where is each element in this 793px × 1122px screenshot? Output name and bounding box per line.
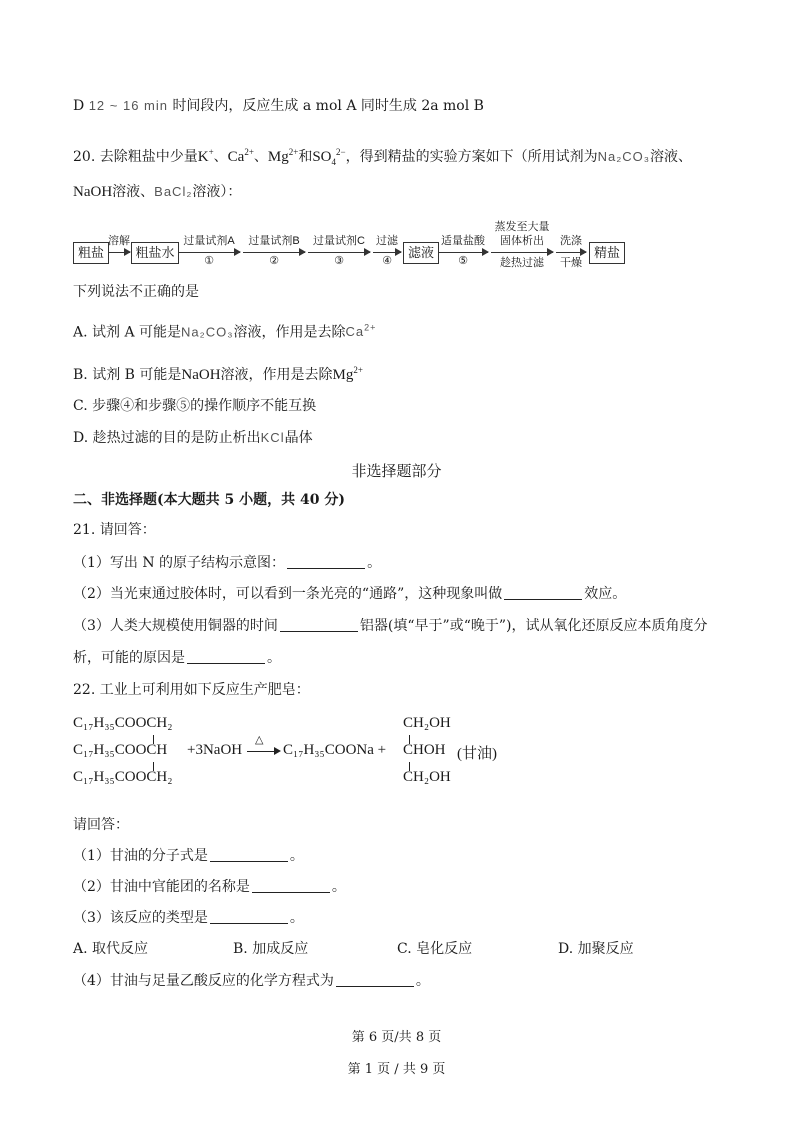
label-dissolve: 溶解 — [108, 235, 130, 247]
label-step1: 过量试剂A — [183, 235, 235, 247]
ester-row1: C₁₇H₃₅COOCH₂ — [73, 715, 173, 731]
reagent: NaOH — [181, 367, 221, 383]
ion-mg: $Mg^{2+}$ — [267, 147, 299, 165]
option-text: 时间段内，反应生成 a mol A 同时生成 2a mol B — [172, 98, 484, 114]
glycerol-row1: CH₂OH — [403, 715, 451, 731]
q22-prompt: 请回答： — [73, 817, 129, 833]
ion-ca: $Ca^{2+}$ — [227, 147, 254, 165]
q21-sub3: （3）人类大规模使用铜器的时间 铝器(填“早于”或“晚于”)，试从氧化还原反应本质角度分 — [73, 618, 708, 634]
label-step6-line1: 蒸发至大量 — [494, 221, 550, 233]
arrow-step5 — [438, 252, 488, 253]
box-brine: 粗盐水 — [131, 242, 179, 264]
ester-row3: C₁₇H₃₅COOCH₂ — [73, 769, 173, 785]
part2-title: 二、非选择题(本大题共 5 小题，共 40 分) — [73, 492, 345, 508]
q19-option-d — [73, 96, 484, 116]
answer-blank[interactable] — [336, 972, 414, 987]
purification-flowchart — [73, 221, 633, 269]
q22-options — [73, 938, 673, 958]
answer-blank[interactable] — [504, 585, 582, 600]
box-filtrate: 滤液 — [403, 242, 439, 264]
q21-sub1: （1）写出 N 的原子结构示意图： 。 — [73, 555, 382, 571]
label-step7-bottom: 干燥 — [560, 257, 582, 269]
arrow-dissolve — [108, 252, 130, 253]
q22-option-d[interactable]: D. 加聚反应 — [558, 941, 634, 957]
q22-option-b[interactable]: B. 加成反应 — [233, 941, 309, 957]
arrow-step7 — [556, 252, 586, 253]
q22-option-a[interactable]: A. 取代反应 — [73, 941, 149, 957]
label-step3: 过量试剂C — [313, 235, 365, 247]
answer-blank[interactable] — [280, 617, 358, 632]
ion: $Ca^{2+}$ — [345, 323, 377, 340]
label-step3-num: ③ — [334, 255, 344, 267]
q22-stem: 22. 工业上可利用如下反应生产肥皂： — [73, 682, 310, 698]
reagent-na2co3: Na₂CO₃ — [597, 149, 651, 164]
ion: $Mg^{2+}$ — [332, 365, 363, 383]
salt: KCl — [260, 430, 285, 445]
box-crude-salt: 粗盐 — [73, 242, 109, 264]
reagent: Na₂CO₃ — [181, 324, 234, 340]
q20-stem-line1: 20. 去除粗盐中少量K+、$Ca^{2+}$、$Mg^{2+}$和$SO_4^{2-}$，得到精盐的实验方案如下（所用试剂为Na₂CO₃溶液、 — [73, 147, 693, 167]
reagent-bacl2: BaCl₂ — [154, 184, 193, 199]
answer-blank[interactable] — [210, 847, 288, 862]
q20-option-d: D. 趁热过滤的目的是防止析出KCl晶体 — [73, 430, 313, 446]
q22-sub3: （3）该反应的类型是 。 — [73, 910, 304, 926]
q21-sub3-line2: 析，可能的原因是 。 — [73, 650, 281, 666]
reaction-arrow — [247, 751, 277, 752]
stem-text: 20. 去除粗盐中少量 — [73, 149, 198, 165]
arrow-step4 — [373, 252, 401, 253]
glycerol-row2: CHOH — [403, 742, 446, 758]
arrow-step6 — [491, 252, 553, 253]
reaction-arrowhead — [274, 747, 281, 755]
option-letter: D — [73, 98, 85, 114]
answer-blank[interactable] — [252, 878, 330, 893]
label-step2: 过量试剂B — [248, 235, 300, 247]
ester-row2: C₁₇H₃₅COOCH — [73, 742, 168, 758]
answer-blank[interactable] — [210, 909, 288, 924]
q20-stem-line2: NaOH溶液、BaCl₂溶液）： — [73, 184, 242, 200]
label-step6-bottom: 趁热过滤 — [500, 257, 544, 269]
glycerol-row3: CH₂OH — [403, 769, 451, 785]
q22-sub2: （2）甘油中官能团的名称是 。 — [73, 879, 346, 895]
q20-question: 下列说法不正确的是 — [73, 284, 199, 300]
q22-sub4: （4）甘油与足量乙酸反应的化学方程式为 。 — [73, 973, 430, 989]
answer-blank[interactable] — [287, 554, 365, 569]
label-step7: 洗涤 — [560, 235, 582, 247]
q21-stem: 21. 请回答： — [73, 522, 156, 538]
q22-option-c[interactable]: C. 皂化反应 — [397, 941, 473, 957]
label-step2-num: ② — [269, 255, 279, 267]
arrow-step3 — [308, 252, 370, 253]
q20-option-b: B. 试剂 B 可能是NaOH溶液，作用是去除$Mg^{2+}$ — [73, 365, 363, 383]
product-soap: C₁₇H₃₅COONa + — [283, 742, 387, 758]
ion-k: K+ — [197, 147, 214, 165]
q20-option-c: C. 步骤④和步骤⑤的操作顺序不能互换 — [73, 398, 317, 414]
glycerol-name: (甘油) — [457, 746, 497, 762]
section-title: 非选择题部分 — [351, 462, 442, 480]
label-step4-num: ④ — [382, 255, 392, 267]
q20-option-a: A. 试剂 A 可能是Na₂CO₃溶液，作用是去除$Ca^{2+}$ — [73, 323, 377, 341]
saponification-equation — [73, 715, 593, 795]
label-step5: 适量盐酸 — [441, 235, 485, 247]
outer-page-number: 第 1 页 / 共 9 页 — [347, 1062, 446, 1077]
box-refined-salt: 精盐 — [589, 242, 625, 264]
inner-page-number: 第 6 页/共 8 页 — [351, 1030, 442, 1045]
q22-sub1: （1）甘油的分子式是 。 — [73, 848, 304, 864]
q21-sub2: （2）当光束通过胶体时，可以看到一条光亮的“通路”，这种现象叫做 效应。 — [73, 586, 627, 602]
label-step4: 过滤 — [376, 235, 398, 247]
arrow-step1 — [178, 252, 240, 253]
time-range: 12 ~ 16 min — [88, 98, 168, 113]
label-step1-num: ① — [204, 255, 214, 267]
label-step5-num: ⑤ — [458, 255, 468, 267]
ion-so4: $SO_4^{2-}$ — [312, 147, 346, 167]
reagent-naoh: NaOH — [73, 184, 113, 200]
label-step6-line2: 固体析出 — [500, 235, 544, 247]
arrow-step2 — [243, 252, 305, 253]
answer-blank[interactable] — [187, 649, 265, 664]
reagent-naoh: +3NaOH — [187, 742, 243, 758]
heat-symbol: △ — [255, 734, 264, 746]
